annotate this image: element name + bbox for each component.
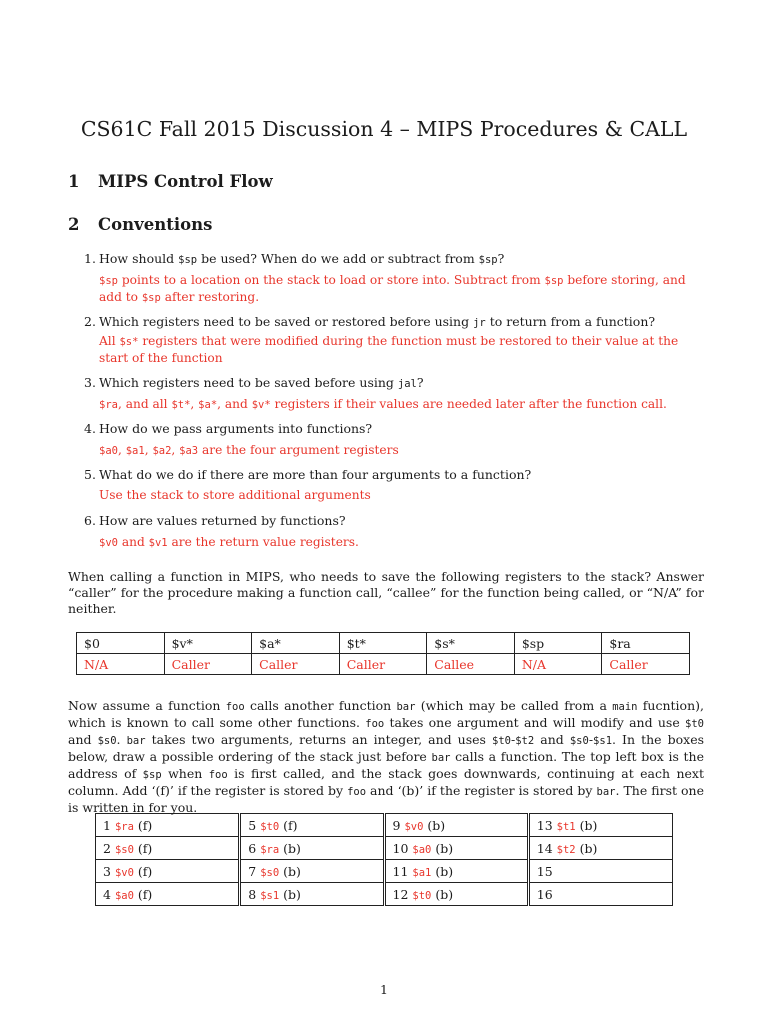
slot-number: 5 — [248, 817, 257, 833]
slot-register: $s1 — [260, 889, 280, 902]
question-1 — [84, 251, 704, 268]
stack-slot — [240, 814, 384, 837]
code-token: $s* — [119, 336, 139, 348]
table-cell: Caller — [252, 654, 340, 675]
section-number: 2 — [68, 215, 80, 234]
slot-saver: (b) — [435, 886, 454, 902]
code-token: $sp — [142, 769, 162, 781]
slot-register: $v0 — [404, 820, 424, 833]
section-heading-1 — [68, 172, 273, 191]
question-number: 5. — [84, 467, 96, 482]
slot-saver: (f) — [137, 863, 153, 879]
page-title: CS61C Fall 2015 Discussion 4 – MIPS Procedures & CALL — [80, 117, 688, 141]
table-row — [96, 860, 673, 883]
stack-slot — [96, 883, 240, 906]
code-token: $sp — [478, 254, 498, 266]
table-row — [77, 654, 690, 675]
answer-5: Use the stack to store additional arguments — [99, 488, 371, 502]
slot-saver: (f) — [137, 886, 153, 902]
slot-register: $ra — [114, 820, 134, 833]
slot-number: 14 — [536, 840, 553, 856]
stack-slot — [384, 860, 528, 883]
stack-slot — [384, 814, 528, 837]
question-4 — [84, 421, 704, 437]
code-token: $a3 — [179, 445, 199, 457]
code-token: bar — [126, 735, 146, 747]
code-token: bar — [396, 701, 416, 713]
question-text: How are values returned by functions? — [99, 513, 346, 528]
table-cell: N/A — [514, 654, 602, 675]
stack-slot — [528, 883, 672, 906]
section-number: 1 — [68, 172, 80, 191]
stack-slot — [240, 883, 384, 906]
slot-number: 12 — [392, 886, 409, 902]
answer-1: $sp points to a location on the stack to load or store into. Subtract from $sp before storing, and add to $sp after restoring. — [99, 273, 686, 304]
stack-table — [95, 813, 673, 906]
code-token: $v* — [251, 399, 271, 411]
answer-6: $v0 and $v1 are the return value registers. — [99, 535, 359, 549]
question-3 — [84, 375, 704, 392]
table-cell: $v* — [164, 633, 252, 654]
table-cell: $t* — [339, 633, 427, 654]
slot-number: 16 — [536, 886, 553, 902]
question-number: 4. — [84, 421, 96, 436]
answer-4: $a0, $a1, $a2, $a3 are the four argument registers — [99, 443, 399, 457]
question-2 — [84, 314, 704, 331]
slot-register: $s0 — [260, 866, 280, 879]
slot-number: 4 — [103, 886, 111, 902]
question-5 — [84, 467, 704, 483]
question-text: How should $sp be used? When do we add or subtract from $sp? — [99, 251, 505, 266]
slot-register: $a0 — [412, 843, 432, 856]
slot-saver: (b) — [579, 840, 598, 856]
stack-slot — [96, 860, 240, 883]
question-number: 6. — [84, 513, 96, 528]
code-token: $a2 — [152, 445, 172, 457]
question-6 — [84, 513, 704, 529]
code-token: jal — [397, 378, 417, 390]
slot-register: $s0 — [114, 843, 134, 856]
answer-2: All $s* registers that were modified during the function must be restored to their value at the start of the function — [99, 334, 679, 365]
section-title: MIPS Control Flow — [98, 172, 273, 191]
stack-slot — [96, 814, 240, 837]
code-token: bar — [431, 752, 451, 764]
answer-3: $ra, and all $t*, $a*, and $v* registers if their values are needed later after the function call. — [99, 397, 667, 411]
code-token: $a* — [198, 399, 218, 411]
slot-register: $t0 — [412, 889, 432, 902]
stack-paragraph: Now assume a function foo calls another function bar (which may be called from a main fucntion), which is known to call some other functions. foo takes one argument and will modify and use $t0 and $s0. bar takes two arguments, returns an integer, and uses $t0-$t2 and $s0-$s1. In the boxes below, draw a possible ordering of the stack just before bar calls a function. The top left box is the address of $sp when foo is first called, and the stack goes downwards, continuing at each next column. Add ‘(f)’ if the register is stored by foo and ‘(b)’ if the register is stored by bar. The first one is written in for you. — [68, 698, 705, 815]
code-token: $v1 — [148, 537, 168, 549]
slot-saver: (b) — [283, 886, 301, 902]
slot-saver: (b) — [579, 817, 598, 833]
code-token: $t0 — [685, 718, 704, 730]
table-row — [96, 814, 673, 837]
table-cell: $ra — [602, 633, 690, 654]
code-token: $s0 — [97, 735, 117, 747]
slot-register: $v0 — [114, 866, 134, 879]
slot-saver: (f) — [283, 817, 298, 833]
stack-slot — [528, 860, 672, 883]
stack-slot — [96, 837, 240, 860]
slot-register: $ra — [260, 843, 280, 856]
slot-register: $t1 — [556, 820, 576, 833]
slot-number: 3 — [103, 863, 111, 879]
slot-saver: (b) — [435, 863, 454, 879]
table-cell: N/A — [77, 654, 165, 675]
slot-number: 13 — [536, 817, 553, 833]
code-token: $sp — [178, 254, 198, 266]
slot-register: $a1 — [412, 866, 432, 879]
code-token: main — [612, 701, 638, 713]
code-token: $sp — [544, 275, 564, 287]
table-cell: Caller — [339, 654, 427, 675]
question-text: Which registers need to be saved or restored before using jr to return from a function? — [99, 314, 656, 329]
question-number: 2. — [84, 314, 96, 329]
table-row — [96, 883, 673, 906]
slot-saver: (f) — [137, 840, 153, 856]
code-token: $a1 — [125, 445, 145, 457]
code-token: $sp — [99, 275, 118, 287]
stack-slot — [240, 860, 384, 883]
slot-saver: (f) — [137, 817, 153, 833]
stack-slot — [528, 837, 672, 860]
table-cell: $0 — [77, 633, 165, 654]
stack-slot — [240, 837, 384, 860]
question-number: 1. — [84, 251, 96, 266]
slot-saver: (b) — [283, 863, 301, 879]
code-token: $v0 — [99, 537, 118, 549]
code-token: $s0 — [569, 735, 589, 747]
instructions-paragraph: When calling a function in MIPS, who needs to save the following registers to the stack? Answer “caller” for the procedure making a function call, “callee” for the function being called, or “N/A” for neither. — [68, 569, 704, 616]
code-token: bar — [596, 786, 616, 798]
code-token: foo — [365, 718, 385, 730]
code-token: foo — [225, 701, 245, 713]
slot-saver: (b) — [427, 817, 446, 833]
code-token: $t0 — [492, 735, 511, 747]
table-row — [96, 837, 673, 860]
table-cell: $a* — [252, 633, 340, 654]
slot-number: 6 — [248, 840, 257, 856]
question-text: What do we do if there are more than four arguments to a function? — [99, 467, 532, 482]
slot-number: 8 — [248, 886, 257, 902]
table-header-row — [77, 633, 690, 654]
code-token: foo — [347, 786, 367, 798]
slot-number: 1 — [103, 817, 111, 833]
stack-slot — [528, 814, 672, 837]
code-token: foo — [208, 769, 228, 781]
slot-number: 11 — [392, 863, 409, 879]
slot-number: 9 — [392, 817, 401, 833]
table-cell: $sp — [514, 633, 602, 654]
table-cell: $s* — [427, 633, 515, 654]
slot-number: 7 — [248, 863, 257, 879]
slot-register: $t0 — [260, 820, 280, 833]
code-token: jr — [473, 317, 486, 329]
register-save-table — [76, 632, 690, 675]
slot-number: 10 — [392, 840, 409, 856]
slot-register: $t2 — [556, 843, 576, 856]
code-token: $t2 — [515, 735, 535, 747]
code-token: $ra — [99, 399, 118, 411]
table-cell: Callee — [427, 654, 515, 675]
stack-slot — [384, 837, 528, 860]
slot-number: 15 — [536, 863, 553, 879]
slot-saver: (b) — [283, 840, 301, 856]
code-token: $t* — [171, 399, 191, 411]
section-title: Conventions — [98, 215, 213, 234]
slot-register: $a0 — [114, 889, 134, 902]
section-heading-2 — [68, 215, 212, 234]
page-number: 1 — [380, 982, 388, 997]
stack-slot — [384, 883, 528, 906]
code-token: $sp — [141, 291, 161, 304]
question-text: How do we pass arguments into functions? — [99, 421, 373, 436]
slot-saver: (b) — [435, 840, 454, 856]
table-cell: Caller — [602, 654, 690, 675]
slot-number: 2 — [103, 840, 111, 856]
question-number: 3. — [84, 375, 96, 390]
code-token: $a0 — [99, 445, 118, 457]
question-text: Which registers need to be saved before using jal? — [99, 375, 424, 390]
code-token: $s1 — [593, 735, 613, 747]
table-cell: Caller — [164, 654, 252, 675]
